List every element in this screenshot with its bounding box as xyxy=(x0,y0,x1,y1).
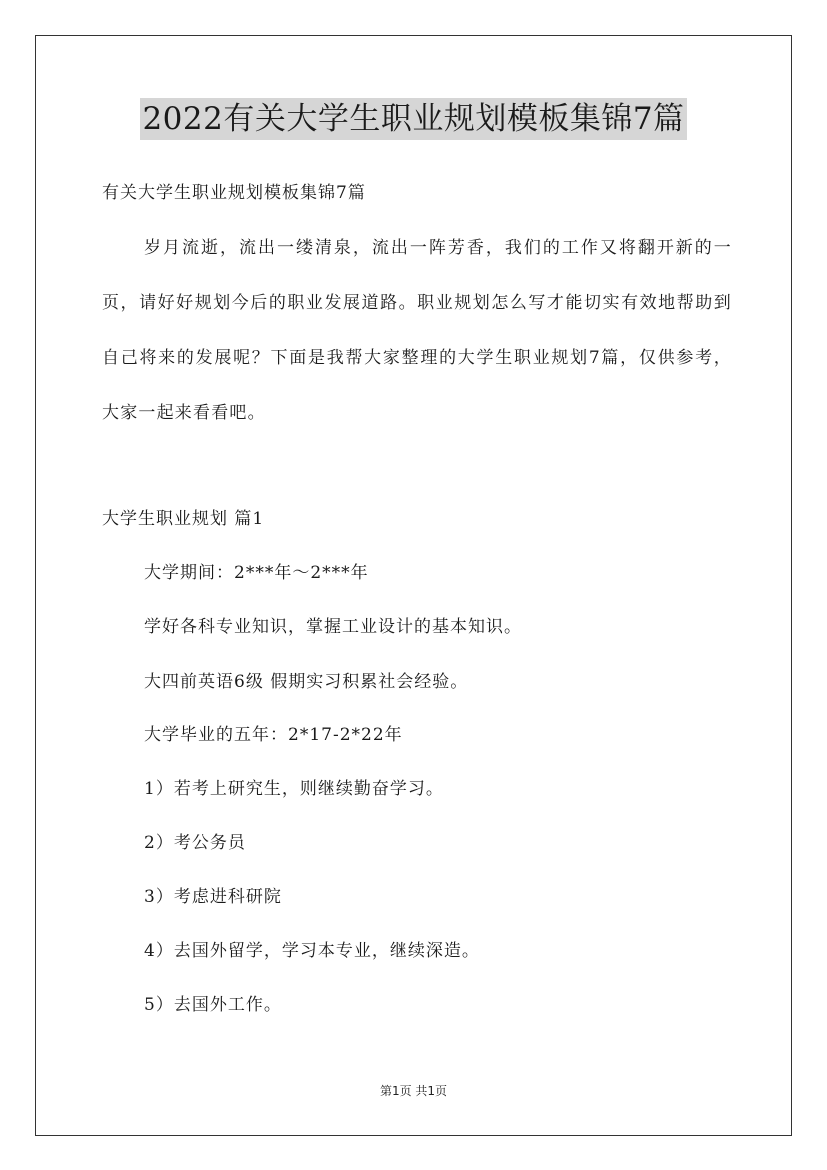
section-heading: 大学生职业规划 篇1 xyxy=(102,509,265,529)
list-item: 大学期间：2***年～2***年 xyxy=(144,563,369,583)
list-item: 3）考虑进科研院 xyxy=(144,887,282,907)
list-item: 学好各科专业知识，掌握工业设计的基本知识。 xyxy=(144,617,522,637)
document-title: 2022有关大学生职业规划模板集锦7篇 xyxy=(140,98,686,140)
list-item: 4）去国外留学，学习本专业，继续深造。 xyxy=(144,941,480,961)
page-footer: 第1页 共1页 xyxy=(379,1084,448,1098)
list-item: 2）考公务员 xyxy=(144,833,246,853)
title-container xyxy=(0,98,827,140)
list-item: 5）去国外工作。 xyxy=(144,995,282,1015)
list-item: 1）若考上研究生，则继续勤奋学习。 xyxy=(144,779,444,799)
list-item: 大学毕业的五年：2*17-2*22年 xyxy=(144,725,403,745)
document-subtitle: 有关大学生职业规划模板集锦7篇 xyxy=(102,183,366,203)
list-item: 大四前英语6级 假期实习积累社会经验。 xyxy=(144,672,469,692)
intro-paragraph: 岁月流逝，流出一缕清泉，流出一阵芳香，我们的工作又将翻开新的一页，请好好规划今后的职业发展道路。职业规划怎么写才能切实有效地帮助到自己将来的发展呢？下面是我帮大家整理的大学生职业规划7篇，仅供参考，大家一起来看看吧。 xyxy=(102,238,732,423)
